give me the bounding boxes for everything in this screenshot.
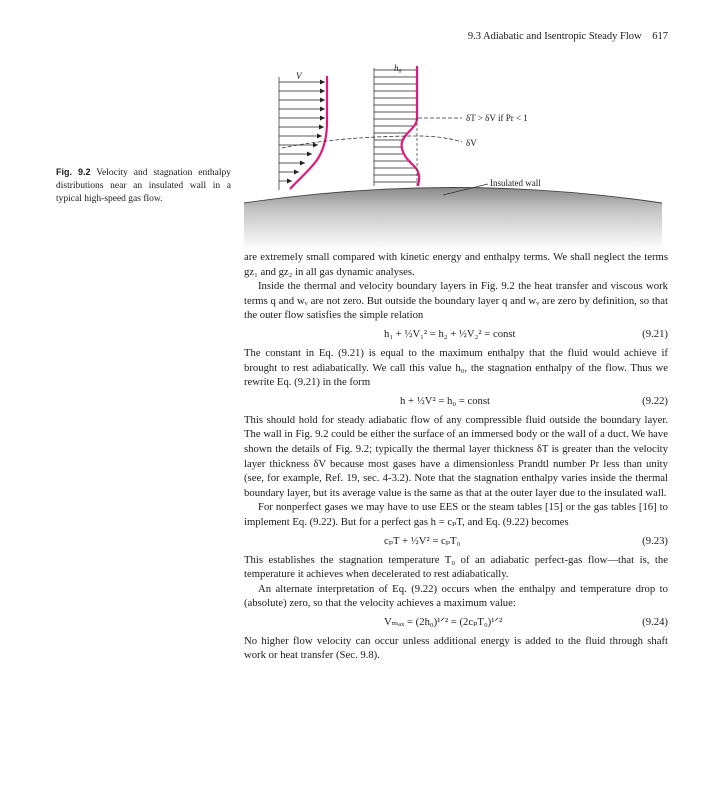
thermal-thickness-label: δT > δV if Pr < 1 <box>466 113 528 123</box>
equation-9-22-number: (9.22) <box>642 394 668 407</box>
paragraph-8: No higher flow velocity can occur unless additional energy is added to the fluid through shaft work or heat transfer (Sec. 9.8). <box>244 634 668 662</box>
equation-9-22 <box>244 391 668 412</box>
equation-9-24 <box>244 612 668 633</box>
equation-9-21-formula: h₁ + ½V₁² = h₂ + ½V₂² = const <box>384 327 516 340</box>
figure-caption <box>56 166 231 206</box>
velocity-thickness-label: δV <box>466 138 477 148</box>
enthalpy-label: h₀ <box>394 63 402 73</box>
paragraph-5: For nonperfect gases we may have to use EES or the steam tables [15] or the gas tables [16] to implement Eq. (9.22). But for a perfect gas h = cₚT, and Eq. (9.22) becomes <box>244 501 668 528</box>
paragraph-3: The constant in Eq. (9.21) is equal to the maximum enthalpy that the fluid would achieve if brought to rest adiabatically. We call this value h₀, the stagnation enthalpy of the flow. Thus we rewrite Eq. (9.21) in the form <box>244 346 668 389</box>
equation-9-22-formula: h + ½V² = h₀ = const <box>400 394 491 407</box>
paragraph-1: are extremely small compared with kinetic energy and enthalpy terms. We shall neglect the terms gz₁ and gz₂ in all gas dynamic analyses. <box>244 251 668 278</box>
velocity-profile <box>279 77 325 190</box>
insulated-wall <box>244 188 662 251</box>
page-number: 617 <box>652 31 668 42</box>
velocity-label: V <box>296 71 302 81</box>
equation-9-23-number: (9.23) <box>642 534 668 547</box>
paragraph-7: An alternate interpretation of Eq. (9.22) occurs when the enthalpy and temperature drop to (absolute) zero, so that the velocity achieves a maximum value: <box>244 582 668 610</box>
equation-9-23 <box>244 531 668 552</box>
paragraph-6: This establishes the stagnation temperature T₀ of an adiabatic perfect-gas flow—that is, the temperature it achieves when decelerated to rest adiabatically. <box>244 553 668 581</box>
equation-9-21-number: (9.21) <box>642 327 668 340</box>
paragraph-2: Inside the thermal and velocity boundary layers in Fig. 9.2 the heat transfer and viscous work terms q and wᵥ are not zero. But outside the boundary layer q and wᵥ are zero by definition, so that the outer flow satisfies the simple relation <box>244 280 668 322</box>
equation-9-21 <box>244 324 668 345</box>
equation-9-24-formula: Vₘₐₓ = (2h₀)¹ᐟ² = (2cₚT₀)¹ᐟ² <box>384 615 503 628</box>
equation-9-23-formula: cₚT + ½V² = cₚT₀ <box>384 534 461 547</box>
boundary-layer-figure <box>0 0 705 250</box>
wall-label: Insulated wall <box>490 178 541 188</box>
section-title: 9.3 Adiabatic and Isentropic Steady Flow <box>467 31 642 42</box>
body-text <box>244 250 668 663</box>
equation-9-24-number: (9.24) <box>642 615 668 628</box>
figure-caption-text: Velocity and stagnation enthalpy distributions near an insulated wall in a typical high-speed gas flow. <box>56 168 231 204</box>
velocity-thickness-line <box>282 136 462 148</box>
figure-caption-label: Fig. 9.2 <box>56 167 91 177</box>
paragraph-4: This should hold for steady adiabatic flow of any compressible fluid outside the boundary layer. The wall in Fig. 9.2 could be either the surface of an immersed body or the wall of a duct. We have shown the details of Fig. 9.2; typically the thermal layer thickness δT is greater than the velocity layer thickness δV because most gases have a dimensionless Prandtl number Pr less than unity (see, for example, Ref. 19, sec. 4-3.2). Note that the stagnation enthalpy varies inside the thermal boundary layer, but its average value is the same as that at the outer layer due to the insulated wall. <box>244 413 668 499</box>
